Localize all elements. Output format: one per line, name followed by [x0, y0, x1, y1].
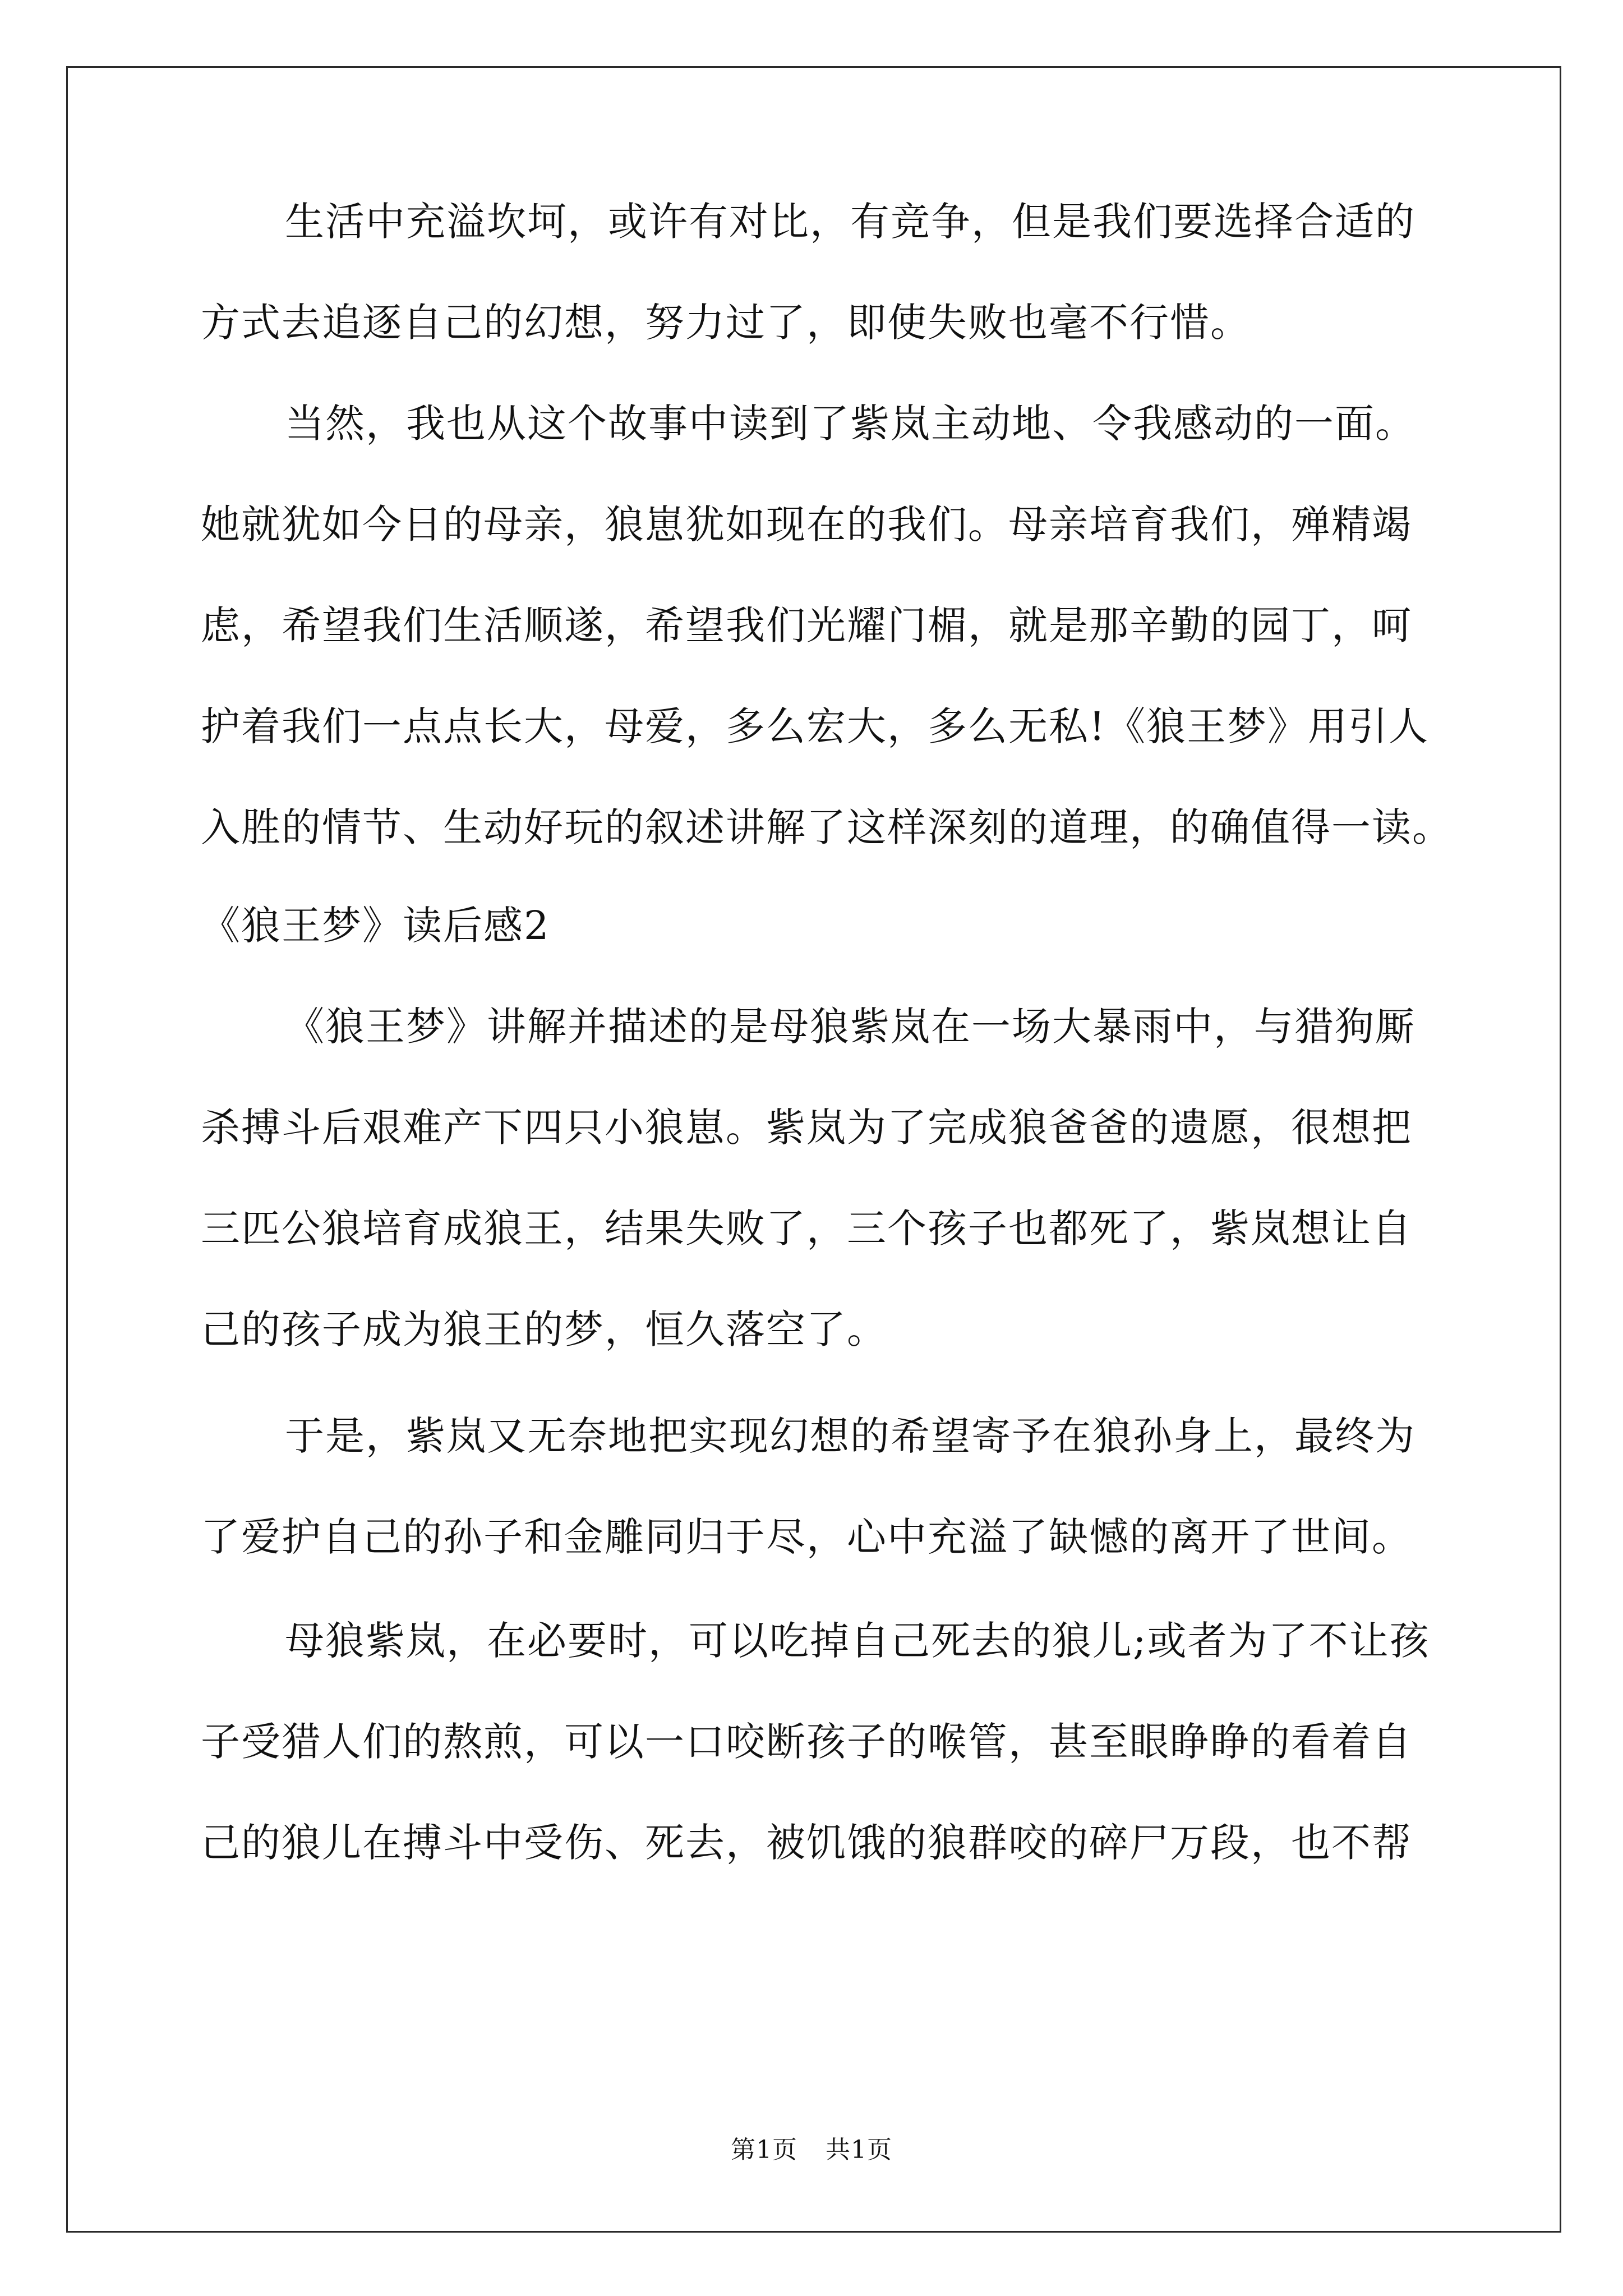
text-line: 当然，我也从这个故事中读到了紫岚主动地、令我感动的一面。 — [285, 401, 1415, 447]
text-line: 《狼王梦》讲解并描述的是母狼紫岚在一场大暴雨中，与猎狗厮 — [285, 1004, 1415, 1050]
text-line: 母狼紫岚，在必要时，可以吃掉自己死去的狼儿;或者为了不让孩 — [285, 1618, 1430, 1664]
text-line: 于是，紫岚又无奈地把实现幻想的希望寄予在狼孙身上，最终为 — [285, 1413, 1415, 1459]
text-line: 己的孩子成为狼王的梦，恒久落空了。 — [201, 1306, 887, 1352]
text-line: 护着我们一点点长大，母爱，多么宏大，多么无私!《狼王梦》用引人 — [201, 703, 1430, 749]
text-line: 三匹公狼培育成狼王，结果失败了，三个孩子也都死了，紫岚想让自 — [201, 1205, 1412, 1251]
page-number: 第1页 — [731, 2136, 797, 2164]
section-heading: 《狼王梦》读后感2 — [201, 903, 550, 949]
text-line: 她就犹如今日的母亲，狼崽犹如现在的我们。母亲培育我们，殚精竭 — [201, 501, 1412, 547]
text-line: 方式去追逐自己的幻想，努力过了，即使失败也毫不行惜。 — [201, 300, 1251, 346]
text-line: 杀搏斗后艰难产下四只小狼崽。紫岚为了完成狼爸爸的遗愿，很想把 — [201, 1105, 1412, 1151]
page-total: 共1页 — [826, 2136, 892, 2164]
text-line: 己的狼儿在搏斗中受伤、死去，被饥饿的狼群咬的碎尸万段，也不帮 — [201, 1820, 1412, 1866]
text-line: 子受猎人们的熬煎，可以一口咬断孩子的喉管，甚至眼睁睁的看着自 — [201, 1719, 1412, 1765]
page-footer — [0, 2136, 1623, 2164]
text-line: 虑，希望我们生活顺遂，希望我们光耀门楣，就是那辛勤的园丁，呵 — [201, 602, 1412, 648]
text-line: 了爱护自己的孙子和金雕同归于尽，心中充溢了缺憾的离开了世间。 — [201, 1514, 1412, 1560]
text-line: 生活中充溢坎坷，或许有对比，有竞争，但是我们要选择合适的 — [285, 199, 1415, 245]
text-line: 入胜的情节、生动好玩的叙述讲解了这样深刻的道理，的确值得一读。 — [201, 804, 1453, 850]
